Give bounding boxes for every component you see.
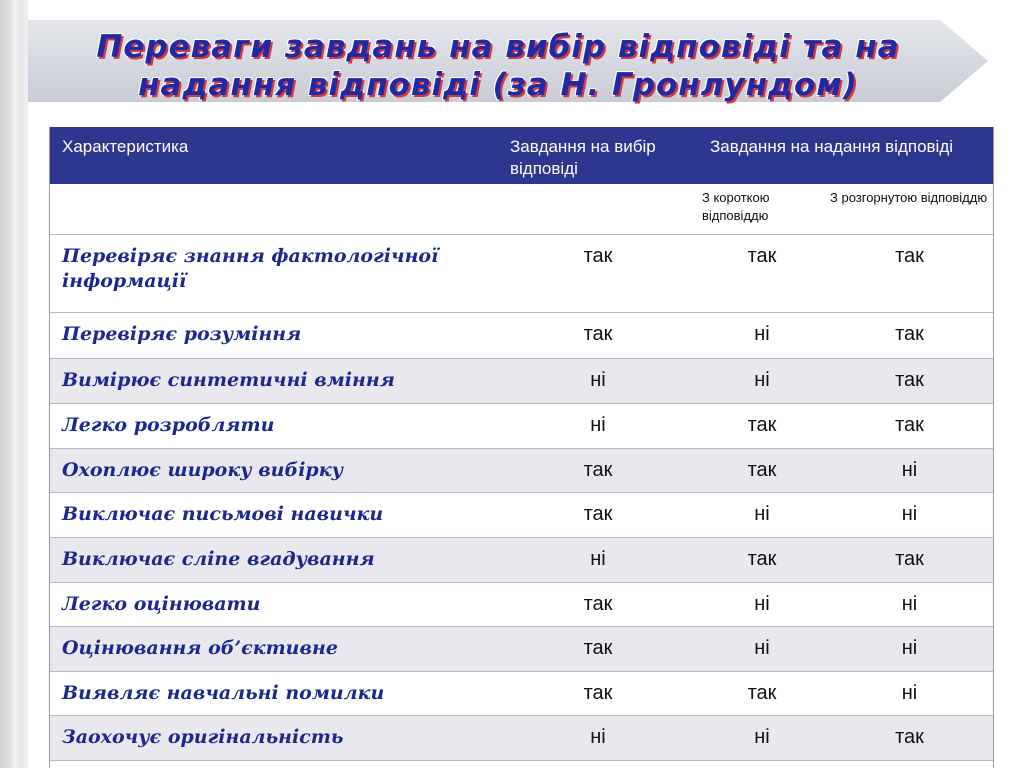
row-choice-value: так — [498, 492, 698, 537]
row-short-value: так — [698, 537, 826, 582]
row-choice-value: так — [498, 234, 698, 312]
page-title — [28, 28, 968, 104]
row-extended-value: так — [826, 715, 993, 760]
row-short-value: так — [698, 671, 826, 715]
table-row — [50, 671, 993, 715]
row-extended-value: ні — [826, 448, 993, 492]
row-choice-value: так — [498, 626, 698, 671]
row-extended-value: так — [826, 403, 993, 448]
row-label: Перевіряє знання фактологічної інформації — [50, 234, 498, 312]
table-row — [50, 626, 993, 671]
row-short-value: ні — [698, 312, 826, 358]
row-choice-value: так — [498, 448, 698, 492]
row-short-value: ні — [698, 358, 826, 403]
table-row — [50, 582, 993, 626]
row-label: Охоплює широку вибірку — [50, 448, 498, 492]
left-decorative-strip — [0, 0, 28, 768]
row-choice-value: ні — [498, 715, 698, 760]
table-row — [50, 234, 993, 312]
row-choice-value: так — [498, 671, 698, 715]
row-extended-value: так — [826, 234, 993, 312]
header-choice: Завдання на вибір відповіді — [498, 127, 698, 184]
row-label: Виявляє навчальні помилки — [50, 671, 498, 715]
row-extended-value: ні — [826, 671, 993, 715]
comparison-table-container — [50, 127, 993, 761]
row-short-value: так — [698, 448, 826, 492]
row-short-value: ні — [698, 582, 826, 626]
header-characteristic: Характеристика — [50, 127, 498, 184]
table-row — [50, 358, 993, 403]
row-short-value: ні — [698, 492, 826, 537]
row-label: Оцінювання об’єктивне — [50, 626, 498, 671]
row-label: Перевіряє розуміння — [50, 312, 498, 358]
row-label: Легко розробляти — [50, 403, 498, 448]
table-row — [50, 715, 993, 760]
row-short-value: так — [698, 234, 826, 312]
row-label: Заохочує оригінальність — [50, 715, 498, 760]
row-choice-value: ні — [498, 403, 698, 448]
row-extended-value: так — [826, 358, 993, 403]
table-header-row — [50, 127, 993, 184]
table-row — [50, 448, 993, 492]
row-extended-value: ні — [826, 582, 993, 626]
row-short-value: ні — [698, 715, 826, 760]
row-choice-value: так — [498, 582, 698, 626]
row-short-value: так — [698, 403, 826, 448]
table-row — [50, 312, 993, 358]
row-label: Виключає сліпе вгадування — [50, 537, 498, 582]
table-row — [50, 537, 993, 582]
row-label: Легко оцінювати — [50, 582, 498, 626]
table-body — [50, 234, 993, 760]
row-extended-value: так — [826, 312, 993, 358]
subheader-short: З короткою відповіддю — [698, 184, 826, 234]
row-choice-value: ні — [498, 537, 698, 582]
row-label: Виключає письмові навички — [50, 492, 498, 537]
subheader-extended: З розгорнутою відповіддю — [826, 184, 993, 234]
subheader-empty-2 — [498, 184, 698, 234]
table-row — [50, 403, 993, 448]
row-choice-value: так — [498, 312, 698, 358]
header-constructed: Завдання на надання відповіді — [698, 127, 993, 184]
table-subheader-row — [50, 184, 993, 234]
row-extended-value: ні — [826, 626, 993, 671]
table-row — [50, 492, 993, 537]
page-title-line-1: Переваги завдань на вибір відповіді та на — [96, 29, 900, 65]
row-extended-value: так — [826, 537, 993, 582]
row-short-value: ні — [698, 626, 826, 671]
page-title-line-2: надання відповіді (за Н. Гронлундом) — [138, 67, 858, 103]
row-choice-value: ні — [498, 358, 698, 403]
comparison-table — [50, 127, 993, 761]
row-label: Вимірює синтетичні вміння — [50, 358, 498, 403]
subheader-empty-1 — [50, 184, 498, 234]
row-extended-value: ні — [826, 492, 993, 537]
